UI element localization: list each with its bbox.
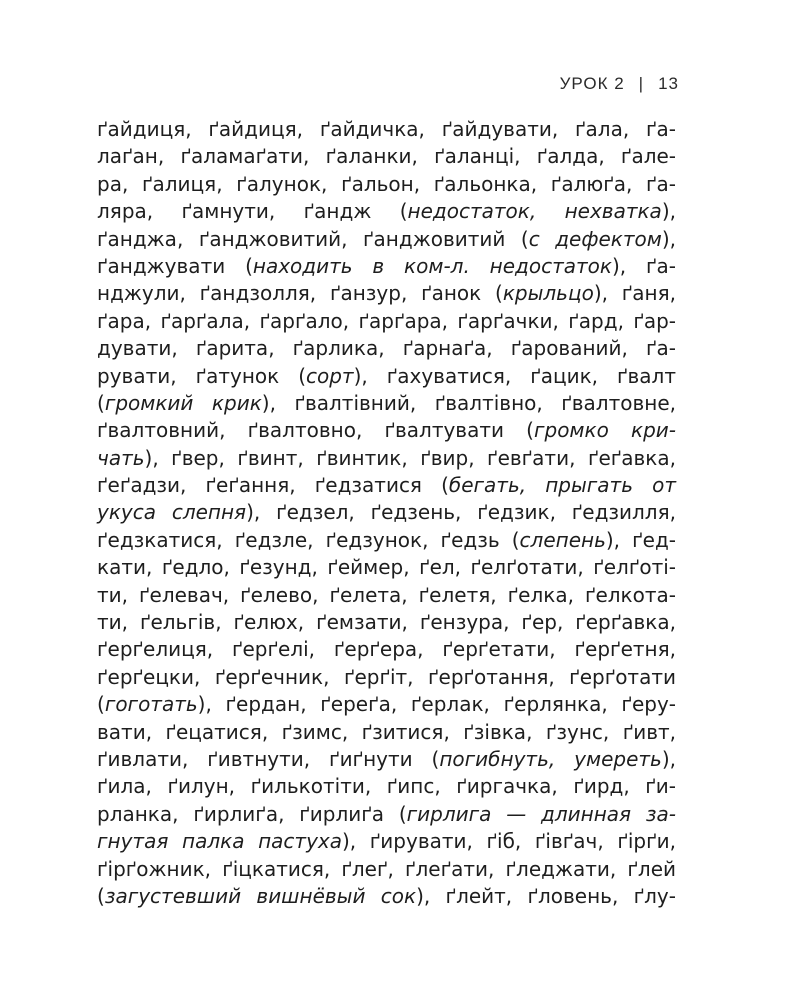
text-run: (: [97, 692, 105, 717]
text-run: ти, ґелевач, ґелево, ґелета, ґелетя, ґелка, ґелкота-: [97, 582, 676, 607]
italic-gloss: недостаток, нехватка: [407, 199, 662, 224]
text-run: (: [97, 390, 105, 415]
text-line: [97, 472, 676, 499]
text-line: [97, 719, 676, 746]
text-run: ґедзкатися, ґедзле, ґедзунок, ґедзь (: [97, 527, 520, 552]
text-run: ти, ґельгів, ґелюх, ґемзати, ґензура, ґер, ґерґавка,: [97, 610, 676, 635]
text-line: [97, 636, 676, 663]
text-run: ), ґахуватися, ґацик, ґвалт: [353, 363, 676, 388]
text-run: ґвалтовний, ґвалтовно, ґвалтувати (: [97, 418, 534, 443]
text-line: [97, 801, 676, 828]
text-line: [97, 143, 676, 170]
text-line: [97, 691, 676, 718]
text-line: [97, 198, 676, 225]
header-separator: |: [638, 74, 645, 93]
text-line: [97, 746, 676, 773]
text-run: ),: [661, 746, 676, 771]
text-run: ), ґердан, ґереґа, ґерлак, ґерлянка, ґеру-: [197, 692, 676, 717]
text-run: ), ґедзел, ґедзень, ґедзик, ґедзилля,: [246, 500, 676, 525]
text-run: рувати, ґатунок (: [97, 363, 306, 388]
text-run: ра, ґалиця, ґалунок, ґальон, ґальонка, ґалюґа, ґа-: [97, 171, 676, 196]
text-run: ґивлати, ґивтнути, ґиґнути (: [97, 746, 440, 771]
text-run: ), ґа-: [611, 253, 676, 278]
text-run: кати, ґедло, ґезунд, ґеймер, ґел, ґелґотати, ґелґоті-: [97, 555, 676, 580]
text-line: [97, 253, 676, 280]
italic-gloss: громко кри-: [533, 418, 676, 443]
text-run: ),: [661, 226, 676, 251]
italic-gloss: чать: [97, 445, 145, 470]
text-run: вати, ґецатися, ґзимс, ґзитися, ґзівка, ґзунс, ґивт,: [97, 719, 676, 744]
italic-gloss: находить в ком-л. недостаток: [252, 253, 612, 278]
text-run: ), ґвер, ґвинт, ґвинтик, ґвир, ґевґати, ґеґавка,: [144, 445, 676, 470]
text-line: [97, 308, 676, 335]
italic-gloss: гирлига — длинная за-: [406, 801, 676, 826]
text-run: ґірґожник, ґіцкатися, ґлеґ, ґлеґати, ґледжати, ґлей: [97, 856, 676, 881]
text-line: [97, 582, 676, 609]
text-run: ), ґаня,: [593, 281, 676, 306]
text-run: ґанджувати (: [97, 253, 253, 278]
text-run: ґара, ґарґала, ґарґало, ґарґара, ґарґачки, ґард, ґар-: [97, 308, 676, 333]
lesson-label: УРОК 2: [559, 74, 625, 93]
text-line: [97, 883, 676, 910]
text-run: дувати, ґарита, ґарлика, ґарнаґа, ґарований, ґа-: [97, 336, 676, 361]
body-text: [97, 116, 676, 910]
italic-gloss: гоготать: [104, 692, 198, 717]
text-run: ґерґелиця, ґерґелі, ґерґера, ґерґетати, ґерґетня,: [97, 637, 676, 662]
text-line: [97, 280, 676, 307]
text-run: рланка, ґирлиґа, ґирлиґа (: [97, 801, 407, 826]
italic-gloss: гнутая палка пастуха: [97, 829, 342, 854]
text-run: ґайдиця, ґайдиця, ґайдичка, ґайдувати, ґала, ґа-: [97, 117, 676, 141]
text-run: ), ґвалтівний, ґвалтівно, ґвалтовне,: [261, 390, 676, 415]
text-line: [97, 527, 676, 554]
text-line: [97, 609, 676, 636]
italic-gloss: бегать, прыгать от: [448, 473, 676, 498]
text-line: [97, 554, 676, 581]
text-run: лаґан, ґаламаґати, ґаланки, ґаланці, ґалда, ґале-: [97, 144, 676, 169]
text-run: ґила, ґилун, ґилькотіти, ґипс, ґиргачка, ґирд, ґи-: [97, 774, 676, 799]
italic-gloss: с дефектом: [528, 226, 662, 251]
text-line: [97, 664, 676, 691]
italic-gloss: громкий крик: [104, 390, 262, 415]
text-line: [97, 335, 676, 362]
text-line: [97, 828, 676, 855]
text-run: ґерґецки, ґерґечник, ґерґіт, ґерґотання, ґерґотати: [97, 664, 676, 689]
text-line: [97, 417, 676, 444]
text-line: [97, 363, 676, 390]
italic-gloss: крыльцо: [502, 281, 594, 306]
text-line: [97, 390, 676, 417]
text-run: ), ґед-: [605, 527, 677, 552]
text-line: [97, 116, 676, 143]
text-line: [97, 445, 676, 472]
text-run: нджули, ґандзолля, ґанзур, ґанок (: [97, 281, 503, 306]
italic-gloss: укуса слепня: [97, 500, 247, 525]
text-line: [97, 499, 676, 526]
text-run: ґеґадзи, ґеґання, ґедзатися (: [97, 473, 449, 498]
italic-gloss: загустевший вишнёвый сок: [104, 883, 417, 908]
running-header: [560, 74, 679, 94]
text-run: ), ґирувати, ґіб, ґівґач, ґірґи,: [342, 829, 676, 854]
text-run: ),: [661, 199, 676, 224]
text-run: ), ґлейт, ґловень, ґлу-: [416, 883, 676, 908]
text-run: (: [97, 883, 105, 908]
text-run: ґанджа, ґанджовитий, ґанджовитий (: [97, 226, 529, 251]
text-line: [97, 226, 676, 253]
italic-gloss: погибнуть, умереть: [439, 746, 662, 771]
page-number: 13: [658, 74, 679, 93]
italic-gloss: слепень: [519, 527, 606, 552]
text-line: [97, 856, 676, 883]
italic-gloss: сорт: [306, 363, 354, 388]
text-run: ляра, ґамнути, ґандж (: [97, 199, 408, 224]
text-line: [97, 171, 676, 198]
text-line: [97, 773, 676, 800]
